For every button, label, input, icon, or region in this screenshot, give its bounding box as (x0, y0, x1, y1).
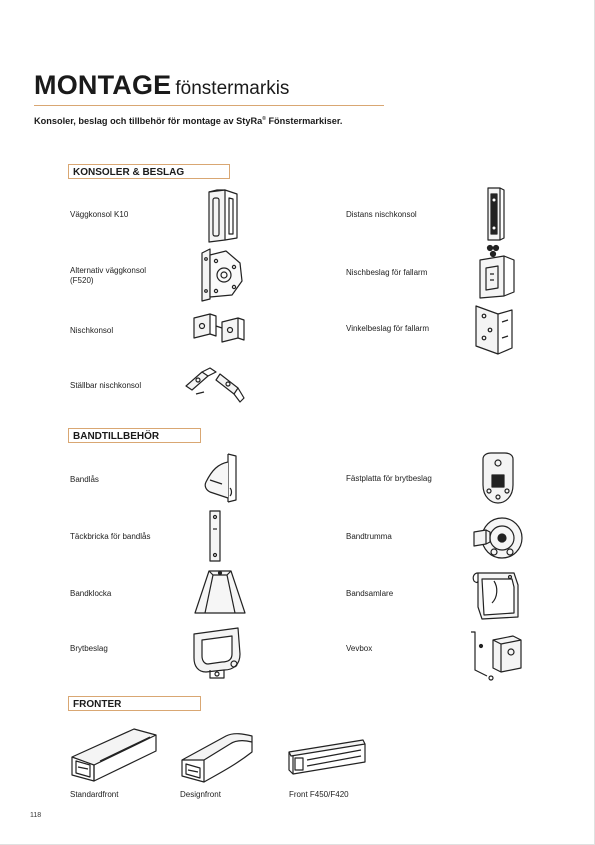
item-label-front-f450-f420: Front F450/F420 (289, 790, 349, 799)
item-label-vaggkonsol-k10: Väggkonsol K10 (70, 210, 129, 219)
item-label-nischkonsol: Nischkonsol (70, 326, 114, 335)
section-heading-bandtillbehor: BANDTILLBEHÖR (68, 428, 201, 443)
item-label-bandtrumma: Bandtrumma (346, 532, 392, 541)
section-heading-fronter: FRONTER (68, 696, 201, 711)
registered-mark: ® (262, 116, 266, 122)
title-divider (34, 105, 384, 106)
item-label-vinkelbeslag-fallarm: Vinkelbeslag för fallarm (346, 324, 430, 333)
item-label-vevbox: Vevbox (346, 644, 373, 653)
wall-bracket-k10-icon (203, 188, 243, 244)
page-title-sub: fönstermarkis (175, 78, 290, 99)
item-label-distans-nischkonsol: Distans nischkonsol (346, 210, 417, 219)
strap-collector-icon (470, 567, 522, 623)
crank-box-icon (469, 626, 525, 682)
item-label-bandklocka: Bandklocka (70, 589, 112, 598)
intro-text-part: Konsoler, beslag och tillbehör för montage av StyRa (34, 116, 263, 127)
angle-fitting-drop-arm-icon (472, 302, 520, 358)
niche-bracket-icon (192, 308, 248, 348)
page-title-main: MONTAGE (34, 70, 172, 100)
standard-front-profile-icon (70, 727, 160, 783)
break-fitting-plate-icon (479, 451, 517, 505)
item-label-standardfront: Standardfront (70, 790, 119, 799)
item-label-brytbeslag: Brytbeslag (70, 644, 108, 653)
item-label-stallbar-nischkonsol: Ställbar nischkonsol (70, 381, 142, 390)
item-label-tackbricka: Täckbricka för bandlås (70, 532, 151, 541)
item-label-nischbeslag-fallarm: Nischbeslag för fallarm (346, 268, 428, 277)
strap-lock-icon (200, 452, 242, 504)
design-front-profile-icon (178, 730, 258, 784)
item-label-fastplatta: Fästplatta för brytbeslag (346, 474, 432, 483)
page-number: 118 (30, 812, 42, 819)
spacer-niche-bracket-icon (484, 186, 508, 242)
strap-drum-icon (472, 512, 524, 564)
item-label-bandsamlare: Bandsamlare (346, 589, 394, 598)
break-fitting-icon (190, 624, 246, 682)
page-title (34, 70, 289, 101)
alt-wall-bracket-f520-icon (196, 247, 246, 303)
intro-text-end: Fönstermarkiser. (265, 116, 343, 127)
niche-fitting-drop-arm-icon (476, 244, 520, 300)
item-label-bandlas: Bandlås (70, 475, 99, 484)
intro-text (34, 116, 343, 126)
item-label-designfront: Designfront (180, 790, 221, 799)
strap-lock-cover-icon (207, 509, 223, 563)
item-label-alternativ-vaggkonsol-line1: Alternativ väggkonsol (70, 266, 147, 275)
section-heading-konsoler: KONSOLER & BESLAG (68, 164, 230, 179)
adjustable-niche-bracket-icon (184, 364, 248, 406)
item-label-alternativ-vaggkonsol (70, 266, 146, 286)
item-label-alternativ-vaggkonsol-line2: (F520) (70, 276, 94, 285)
front-f450-f420-profile-icon (287, 734, 367, 780)
strap-bell-icon (191, 569, 249, 617)
